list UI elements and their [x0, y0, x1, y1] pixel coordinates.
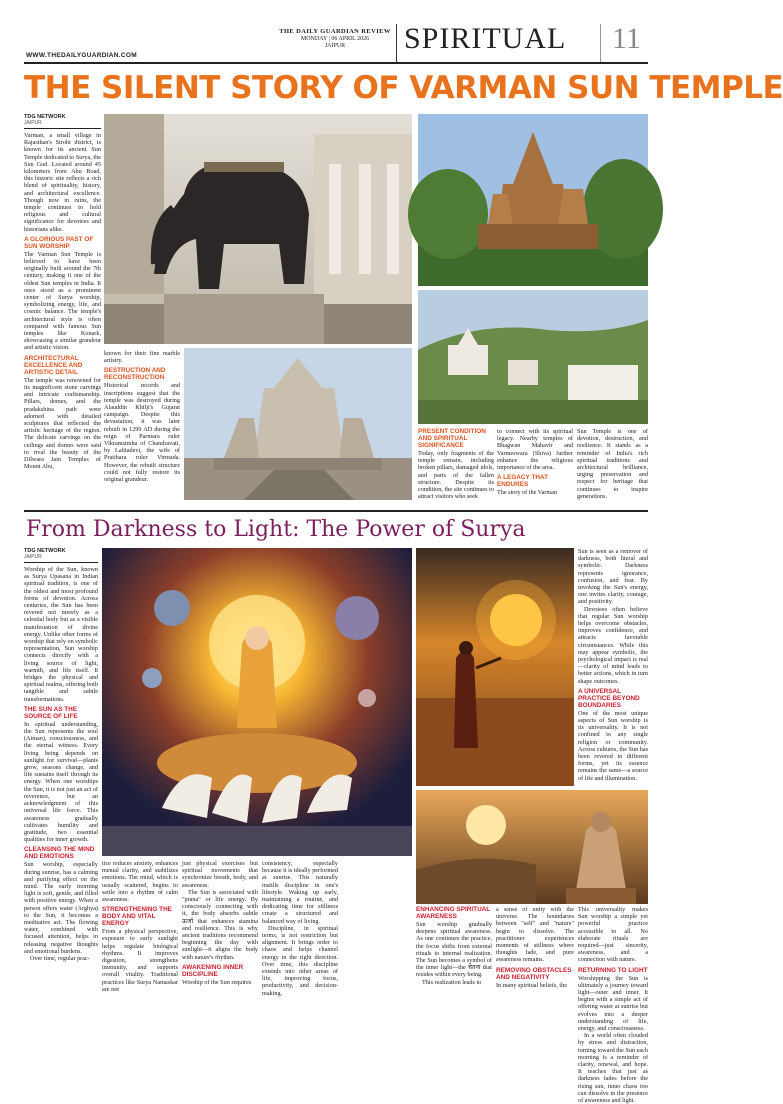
byline-rule: [24, 128, 101, 129]
edition-city: JAIPUR: [324, 43, 346, 49]
story1-architecture: The temple was renowned for its magnificent stone carvings and intricate craftsmanship. Pillars, domes, and the pradakshina path were adorned with detailed sculptures that reflected the artistic heritage of the region. The delicate carvings on the ceilings and domes were said to rival the beauty of the Dilwara Jain Temples of Mount Abu,: [24, 376, 101, 471]
story2-col3: [182, 860, 258, 1016]
story2-col2: [102, 860, 178, 1016]
story2-col1: [24, 566, 98, 1016]
story2-source: In spiritual understanding, the Sun represents the soul (Atman), consciousness, and the eternal witness. Every living being depends on sunlight for survival—plants grow, seasons change, and life sustains itself through its energy. When one worships the Sun, it is not just an act of reverence, but an acknowledgment of this universal life force. This awareness gradually cultivates humility and gratitude, two essential qualities for inner growth.: [24, 720, 98, 844]
story2-col5: [416, 906, 492, 1016]
story1-byline: [24, 114, 101, 129]
byline-city: JAIPUR: [24, 554, 42, 560]
devotee-arghya-image: [416, 548, 574, 786]
story2-enhancing: Sun worship gradually deepens spiritual awareness. As one continues the practice, the focus shifts from external rituals to internal realization. The Sun becomes a symbol of the inner light—the चेतना that resides within every being.: [416, 921, 492, 979]
story2-cleansing-end: Over time, regular prac-: [30, 954, 90, 962]
story2-enhancing-end: This realization leads to: [422, 978, 482, 986]
subhead-strength: STRENGTHENING THE BODY AND VITAL ENERGY: [102, 906, 172, 928]
subhead-legacy: A LEGACY THAT ENDURES: [497, 474, 549, 489]
story1-glorious: The Varman Sun Temple is believed to have been originally built around the 7th century, making it one of the oldest Sun temples in India. It once stood as a prominent center of Surya worship, symbolizing energy, life, and cosmic balance. The temple's architectural style is often compared with famous Sun temples like Konark, showcasing a similar grandeur and artistic vision.: [24, 250, 101, 352]
story1-col2: [104, 350, 180, 502]
subhead-architecture: ARCHITECTURAL EXCELLENCE AND ARTISTIC DETAIL: [24, 354, 83, 376]
temple-spire-image: [418, 114, 648, 286]
section-rule: [24, 510, 648, 512]
hill-temple-image: [418, 290, 648, 424]
byline-rule: [24, 562, 98, 563]
story1-col3: [418, 428, 494, 508]
story1-legacy-cont: Sun Temple is one of devotion, destruction, and resilience. It stands as a reminder of India's rich spiritual traditions and architectural brilliance, urging preservation and respect for heritage that continues to inspire generations.: [577, 428, 648, 500]
story2-col2-top: tice reduces anxiety, enhances mental clarity, and stabilizes emotions. The mind, which is usually scattered, begins to settle into a rhythm of calm awareness.: [102, 860, 178, 904]
story1-intro: Varman, a small village in Rajasthan's Sirohi district, is known for its ancient Sun Temple dedicated to Surya, the Sun God. Located around 45 kilometers from Abu Road, this historic site reflects a rich blend of spirituality, history, and architectural excellence. Though now in ruins, the temple continues to hold religious and cultural significance for devotees and historians alike.: [24, 132, 101, 233]
surya-chariot-image: [102, 548, 412, 856]
story2-col3-top: just physical exercises but spiritual movements that synchronize breath, body, and awareness.: [182, 860, 258, 889]
story1-present-cont: to connect with its spiritual legacy. Nearby temples of Bhagwan Mahavir and Varmeswara (Shiva) further enhance the religious importance of the area.: [497, 428, 573, 472]
story2-col6-top: a sense of unity with the universe. The boundaries between "self" and "nature" begin to dissolve. The practitioner experiences moments of stillness where thoughts fade, and pure awareness remains.: [496, 906, 574, 964]
story2-col4: [262, 860, 338, 1016]
section-title: SPIRITUAL: [404, 22, 567, 55]
subhead-cleansing: CLEANSING THE MIND AND EMOTIONS: [24, 846, 95, 861]
elephant-sculpture-image: [104, 114, 412, 344]
story2-right-col: [578, 548, 648, 788]
story2-col6: [496, 906, 574, 1016]
story1-present: Today, only fragments of the temple remain, including broken pillars, damaged idols, and parts of the fallen structure. Despite its condition, the site continues to attract visitors who seek: [418, 450, 494, 501]
story2-awakening: Worship of the Sun requires: [182, 978, 252, 986]
subhead-enhancing: ENHANCING SPIRITUAL AWARENESS: [416, 906, 491, 920]
byline-name: TDG NETWORK: [24, 114, 66, 120]
subhead-present: PRESENT CONDITION AND SPIRITUAL SIGNIFICANCE: [418, 428, 486, 449]
meditating-yogi-image: [416, 790, 648, 904]
story1-arch-cont: known for their fine marble artistry.: [104, 350, 180, 365]
story1-col4: [497, 428, 573, 508]
masthead-divider: [396, 24, 397, 62]
subhead-universal: A UNIVERSAL PRACTICE BEYOND BOUNDARIES: [578, 687, 640, 709]
issue-date: MONDAY | 06 APRIL 2026: [300, 36, 370, 42]
top-rule: [24, 62, 648, 64]
subhead-source: THE SUN AS THE SOURCE OF LIFE: [24, 705, 78, 720]
story2-col4-b: Discipline, in spiritual terms, is not restriction but alignment. It brings order to chaos and helps channel energy in the right direction. Over time, this discipline extends into other areas of life, improving focus, productivity, and decision-making.: [262, 924, 338, 997]
story1-destruction: Historical records and inscriptions suggest that the temple was destroyed during Alauddin Khilji's Gujarat campaign. Despite this devastation, it was later rebuilt in 1299 AD during the reign of Parmara ruler Vikramsimha of Chandravati, by Lalitadevi, the wife of Pratihara ruler Virmada. However, the rebuilt structure could not fully restore its original grandeur.: [104, 382, 180, 484]
story1-headline: THE SILENT STORY OF VARMAN SUN TEMPLE: [24, 70, 783, 106]
story1-legacy: The story of the Varman: [497, 489, 558, 497]
website-url[interactable]: WWW.THEDAILYGUARDIAN.COM: [26, 52, 137, 59]
story2-cleansing: Sun worship, especially during sunrise, has a calming and purifying effect on the mind. The early morning light is soft, gentle, and filled with positive energy. When a person offers water (Arghya) to the Sun, it becomes a meditative act. The flowing water, combined with focused attention, helps in releasing negative thoughts and emotional burdens.: [24, 861, 98, 955]
story2-removing: In many spiritual beliefs, the: [496, 981, 567, 989]
story2-byline: [24, 548, 98, 563]
story2-strength: From a physical perspective, exposure to early sunlight helps regulate biological rhythms. It improves digestion, strengthens immunity, and supports overall vitality. Traditional practices like Surya Namaskar are not: [102, 928, 178, 993]
subhead-glorious: A GLORIOUS PAST OF SUN WORSHIP: [24, 235, 94, 250]
story2-universal: One of the most unique aspects of Sun worship is its universality. It is not confined to any single religion or community. Across cultures, the Sun has been revered in different forms, yet its essence remains the same—a source of life and illumination.: [578, 709, 648, 782]
story2-returning: Worshipping the Sun is ultimately a journey toward light—outer and inner. It begins with a simple act of offering water at sunrise but evolves into a deeper understanding of life, energy, and consciousness.: [578, 974, 648, 1033]
story2-col3-b: The Sun is associated with "prana" or life energy. By consciously connecting with it, the body absorbs subtle ऊर्जा that enhances stamina and resilience. This is why ancient traditions recommend beginning the day with sunlight—it aligns the body with nature's rhythm.: [182, 888, 258, 961]
story2-universal-b: This universality makes Sun worship a simple yet powerful practice accessible to all. No elaborate rituals are required—just sincerity, awareness, and a connection with nature.: [578, 906, 648, 964]
byline-city: JAIPUR: [24, 120, 42, 126]
story2-col4-top: consistency, especially because it is ideally performed at sunrise. This naturally instills discipline in one's lifestyle. Waking up early, maintaining a routine, and dedicating time for stillness create a structured and balanced way of living.: [262, 860, 338, 925]
subhead-removing: REMOVING OBSTACLES AND NEGATIVITY: [496, 966, 572, 981]
story2-intro: Worship of the Sun, known as Surya Upasana in Indian spiritual tradition, is one of the oldest and most profound forms of devotion. Across centuries, the Sun has been revered not merely as a celestial body but as a visible manifestation of divine energy. Unlike other forms of worship that rely on symbolic representation, Sun worship connects directly with a living source of light, warmth, and life itself. It bridges the physical and spiritual realms, offering both tangible and subtle transformations.: [24, 566, 98, 703]
subhead-destruction: DESTRUCTION AND RECONSTRUCTION: [104, 367, 166, 382]
paper-name: THE DAILY GUARDIAN REVIEW: [279, 28, 391, 35]
byline-name: TDG NETWORK: [24, 548, 66, 554]
story1-col5: [577, 428, 648, 508]
story2-col7: [578, 906, 648, 1104]
story2-right-b: Devotees often believe that regular Sun worship helps overcome obstacles, improves confidence, and attracts favorable circumstances. While this may appear symbolic, the psychological impact is real—clarity of mind leads to better actions, which in turn shape outcomes.: [578, 605, 648, 685]
story2-headline: From Darkness to Light: The Power of Surya: [26, 517, 526, 542]
temple-ruins-image: [184, 348, 412, 500]
page-divider: [600, 24, 601, 62]
story1-col1: [24, 132, 101, 506]
page-number: 11: [612, 22, 641, 55]
subhead-awakening: AWAKENING INNER DISCIPLINE: [182, 963, 244, 978]
subhead-returning: RETURNING TO LIGHT: [578, 966, 648, 974]
story2-returning-b: In a world often clouded by stress and distraction, turning toward the Sun each morning is a reminder of clarity, renewal, and hope. It teaches that just as darkness fades before the rising sun, inner chaos too can dissolve in the presence of awareness and light.: [578, 1032, 648, 1104]
story2-right-top: Sun is seen as a remover of darkness, both literal and symbolic. Darkness represents ignorance, confusion, and fear. By invoking the Sun's energy, one invites clarity, courage, and positivity.: [578, 548, 648, 606]
